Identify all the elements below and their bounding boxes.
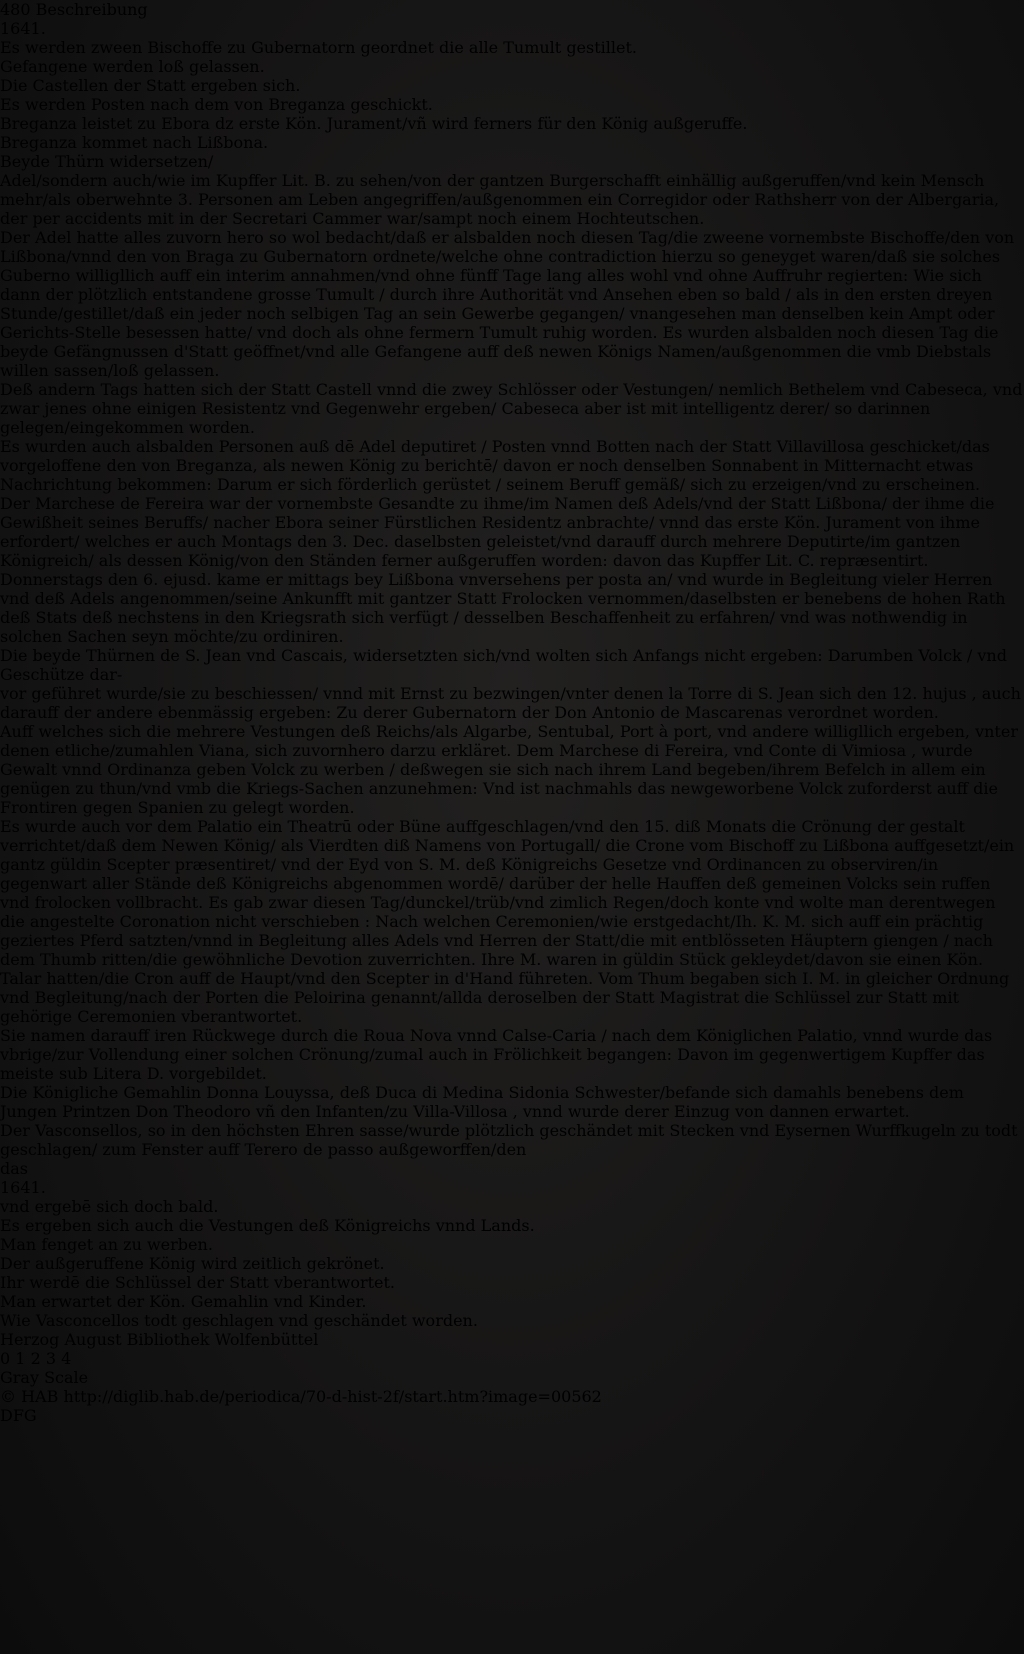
paragraph: Deß andern Tags hatten sich der Statt Castell vnnd die zwey Schlösser oder Vestungen/ nemlich Bethelem vnd Cabeseca, vnd zwar jenes ohne einigen Resistentz vnd Gegenwehr ergeben/ Cabeseca aber ist mit intelligentz derer/ so darinnen gelegen/eingekommen worden.	[0, 380, 1023, 437]
ruler-number: 4	[61, 1349, 72, 1368]
next-page-edge	[932, 54, 1016, 1322]
paragraph: Adel/sondern auch/wie im Kupffer Lit. B. zu sehen/von der gantzen Burgerschafft einhällig außgeruffen/vnd kein Mensch mehr/als oberwehnte 3. Personen am Leben angegriffen/außgenommen ein Corregidor oder Rathsherr von der Albergaria, der per accidents mit in der Secretari Cammer war/sampt noch einem Hochteutschen.	[0, 171, 1000, 228]
margin-note: Es ergeben sich auch die Vestungen deß Königreichs vnnd Lands.	[0, 1216, 535, 1235]
gray-scale-label: Gray Scale	[0, 1368, 89, 1387]
paragraph: Auff welches sich die mehrere Vestungen deß Reichs/als Algarbe, Sentubal, Port à port, vnd andere willigllich ergeben, vnter denen etliche/zumahlen Viana, sich zuvornhero darzu erkläret. Dem Marchese di Fereira, vnd Conte di Vimiosa , wurde Gewalt vnnd Ordinanza geben Volck zu werben / deßwegen sie sich nach ihrem Land begeben/ihrem Befelch in allem ein genügen zu thun/vnd vmb die Kriegs-Sachen anzunehmen: Vnd ist nachmahls das newgeworbene Volck zuforderst auff die Frontiren gegen Spanien zu gelegt worden.	[0, 722, 1018, 817]
margin-note: Man fenget an zu werben.	[0, 1235, 213, 1254]
margin-note: Wie Vasconcellos todt geschlagen vnd geschändet worden.	[0, 1311, 478, 1330]
margin-note: Es werden zween Bischoffe zu Gubernatorn geordnet die alle Tumult gestillet.	[0, 38, 637, 57]
catchword: das	[0, 1159, 28, 1178]
right-margin-column	[0, 1178, 1024, 1330]
page-header	[0, 0, 1024, 19]
dfg-logo: DFG	[0, 1406, 37, 1425]
text-column-right	[0, 684, 1024, 1178]
paragraph: Die Königliche Gemahlin Donna Louyssa, deß Duca di Medina Sidonia Schwester/befande sich damahls benebens dem Jungen Printzen Don Theodoro vñ den Infanten/zu Villa-Villosa , vnnd wurde derer Einzug von dannen erwartet.	[0, 1083, 964, 1121]
left-margin-column	[0, 19, 1024, 171]
page-number: 480	[0, 0, 31, 19]
page-columns	[0, 19, 1024, 1330]
paragraph: vor geführet wurde/sie zu beschiessen/ vnnd mit Ernst zu bezwingen/vnter denen la Torre di S. Jean sich den 12. hujus , auch darauff der andere ebenmässig ergeben: Zu derer Gubernatorn der Don Antonio de Mascarenas verordnet worden.	[0, 684, 1021, 722]
year-label-right: 1641.	[0, 1178, 46, 1197]
copyright-url: © HAB http://diglib.hab.de/periodica/70-d-hist-2f/start.htm?image=00562	[0, 1387, 602, 1406]
margin-note: Die Castellen der Statt ergeben sich.	[0, 76, 301, 95]
paragraph: Der Vasconsellos, so in den höchsten Ehren sasse/wurde plötzlich geschändet mit Stecken vnd Eysernen Wurffkugeln zu todt geschlagen/ zum Fenster auff Terero de passo außgeworffen/den	[0, 1121, 1018, 1159]
year-label-left: 1641.	[0, 19, 46, 38]
margin-note: Breganza kommet nach Lißbona.	[0, 133, 269, 152]
margin-note: vnd ergebē sich doch bald.	[0, 1197, 219, 1216]
paragraph: Der Marchese de Fereira war der vornembste Gesandte zu ihme/im Namen deß Adels/vnd der Statt Lißbona/ der ihme die Gewißheit seines Beruffs/ nacher Ebora seiner Fürstlichen Residentz anbrachte/ vnnd das erste Kön. Jurament von ihme erfordert/ welches er auch Montags den 3. Dec. daselbsten geleistet/vnd darauff durch mehrere Deputirte/im gantzen Königreich/ als dessen König/von den Ständen ferner außgeruffen worden: davon das Kupffer Lit. C. repræsentirt. Donnerstags den 6. ejusd. kame er mittags bey Lißbona vnversehens per posta an/ vnd wurde in Begleitung vieler Herren vnd deß Adels angenommen/seine Ankunfft mit gantzer Statt Frolocken vernommen/daselbsten er benebens de hohen Rath deß Stats deß nechstens in den Kriegsrath sich verfügt / desselben Beschaffenheit zu erfahren/ vnd was nothwendig in solchen Sachen seyn möchte/zu ordiniren.	[0, 494, 1006, 646]
margin-note: Man erwartet der Kön. Gemahlin vnd Kinder.	[0, 1292, 367, 1311]
text-column-left	[0, 171, 1024, 684]
library-name: Herzog August Bibliothek Wolfenbüttel	[0, 1330, 319, 1349]
footer-bar	[0, 1387, 1024, 1425]
ruler-numbers	[0, 1349, 1024, 1368]
paragraph: Die beyde Thürnen de S. Jean vnd Cascais, widersetzten sich/vnd wolten sich Anfangs nicht ergeben: Darumben Volck / vnd Geschütze dar-	[0, 646, 1007, 684]
margin-note: Es werden Posten nach dem von Breganza geschickt.	[0, 95, 433, 114]
ruler-number: 3	[45, 1349, 57, 1368]
margin-note: Gefangene werden loß gelassen.	[0, 57, 265, 76]
paragraph: Es wurde auch vor dem Palatio ein Theatrū oder Büne auffgeschlagen/vnd den 15. diß Monats die Crönung der gestalt verrichtet/daß dem Newen König/ als Vierdten diß Namens von Portugall/ die Crone vom Bischoff zu Lißbona auffgesetzt/ein gantz güldin Scepter præsentiret/ vnd der Eyd von S. M. deß Königreichs Gesetze vnd Ordinancen zu observiren/in gegenwart aller Stände deß Königreichs abgenommen wordē/ darüber der helle Hauffen deß gemeinen Volcks sein ruffen vnd frolocken vollbracht. Es gab zwar diesen Tag/dunckel/trüb/vnd zimlich Regen/doch konte vnd wolte man derentwegen die angestelte Coronation nicht verschieben : Nach welchen Ceremonien/wie erstgedacht/Ih. K. M. sich auff ein prächtig geziertes Pferd satzten/vnnd in Begleitung alles Adels vnd Herren der Statt/die mit entblösseten Häuptern giengen / nach dem Thumb ritten/die gewöhnliche Devotion zuverrichten. Ihre M. waren in güldin Stück gekleydet/davon sie einen Kön. Talar hatten/die Cron auff de Haupt/vnd den Scepter in d'Hand führeten. Vom Thum begaben sich I. M. in gleicher Ordnung vnd Begleitung/nach der Porten die Peloirina genannt/allda deroselben der Statt Magistrat die Schlüssel zur Statt mit gehörige Ceremonien vberantwortet.	[0, 817, 1015, 1026]
margin-note: Der außgeruffene König wird zeitlich gekrönet.	[0, 1254, 385, 1273]
running-title: Beschreibung	[35, 0, 148, 19]
calibration-card	[0, 1330, 1024, 1387]
margin-note: Breganza leistet zu Ebora dz erste Kön. Jurament/vñ wird ferners für den König außgeruffe.	[0, 114, 748, 133]
paragraph: Der Adel hatte alles zuvorn hero so wol bedacht/daß er alsbalden noch diesen Tag/die zweene vornembste Bischoffe/den von Lißbona/vnnd den von Braga zu Gubernatorn ordnete/welche ohne contradiction hierzu so geneyget waren/daß sie solches Guberno willigllich auff ein interim annahmen/vnd ohne fünff Tage lang alles wohl vnd ohne Auffruhr regierten: Wie sich dann der plötzlich entstandene grosse Tumult / durch ihre Authorität vnd Ansehen eben so bald / als in den ersten dreyen Stunde/gestillet/daß ein jeder noch selbigen Tag an sein Gewerbe gegangen/ vnangesehen man denselben kein Ampt oder Gerichts-Stelle besessen hatte/ vnd doch als ohne fermern Tumult ruhig worden. Es wurden alsbalden noch diesen Tag die beyde Gefängnussen d'Statt geöffnet/vnd alle Gefangene auff deß newen Königs Namen/außgenommen die vmb Diebstals willen sassen/loß gelassen.	[0, 228, 1015, 380]
ruler-number: 0	[0, 1349, 11, 1368]
paragraph: Sie namen darauff iren Rückwege durch die Roua Nova vnnd Calse-Caria / nach dem Königlichen Palatio, vnnd wurde das vbrige/zur Vollendung einer solchen Crönung/zumal auch in Frölichkeit begangen: Davon im gegenwertigem Kupffer das meiste sub Litera D. vorgebildet.	[0, 1026, 993, 1083]
ruler-number: 1	[15, 1349, 26, 1368]
margin-note: Ihr werdē die Schlüssel der Statt vberantwortet.	[0, 1273, 396, 1292]
ruler-number: 2	[30, 1349, 41, 1368]
paragraph: Es wurden auch alsbalden Personen auß dē Adel deputiret / Posten vnnd Botten nach der Statt Villavillosa geschicket/das vorgeloffene den von Breganza, als newen König zu berichtē/ davon er noch denselben Sonnabent in Mitternacht etwas Nachrichtung bekommen: Darum er sich förderlich gerüstet / seinem Beruff gemäß/ sich zu erzeigen/vnd zu erscheinen.	[0, 437, 990, 494]
margin-note: Beyde Thürn widersetzen/	[0, 152, 214, 171]
